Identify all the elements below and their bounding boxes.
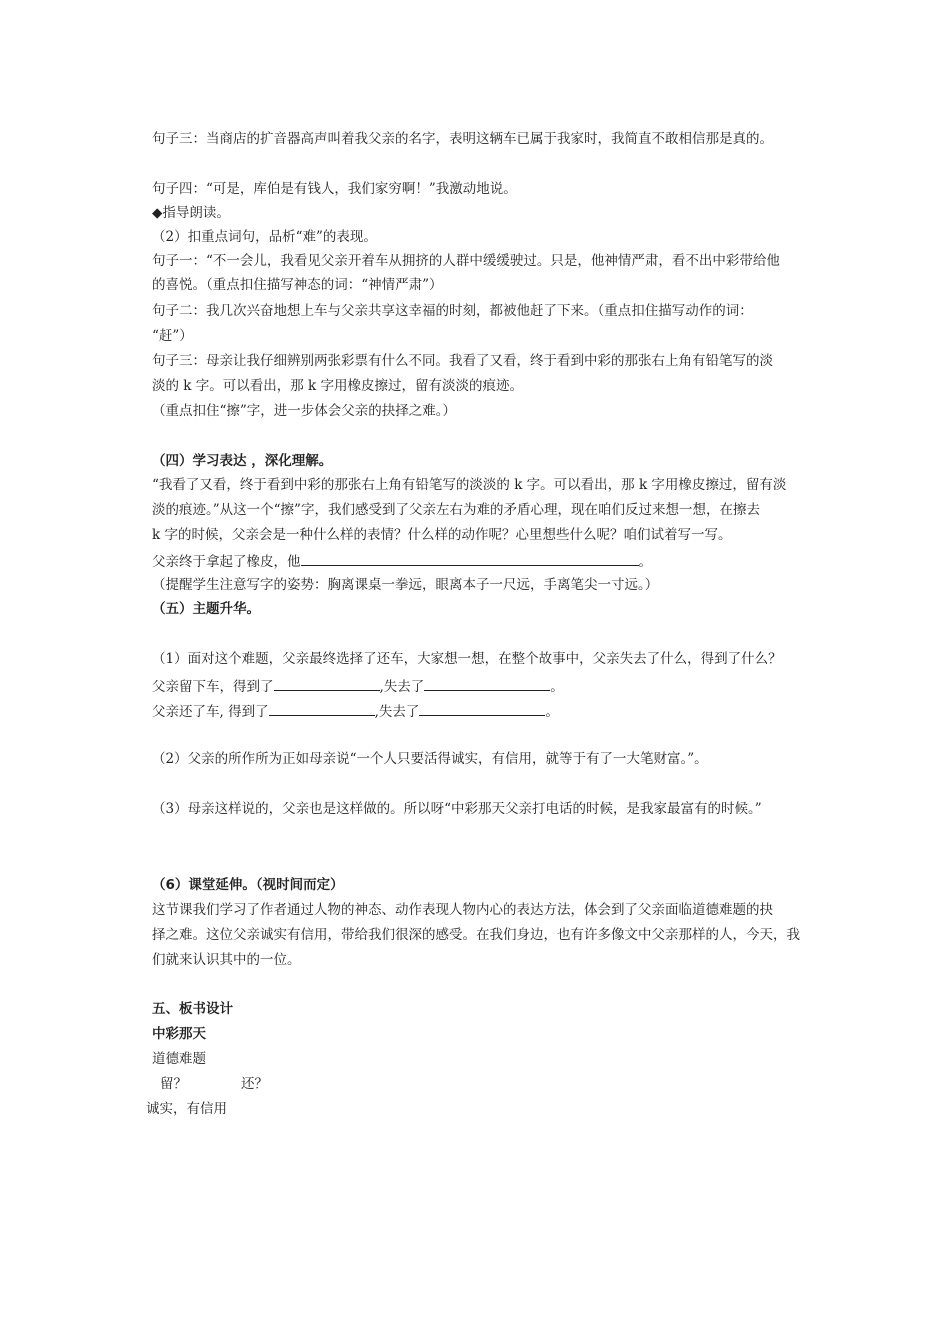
fill-blank[interactable]	[424, 676, 550, 691]
blackboard-heading: 五、板书设计	[152, 1001, 233, 1017]
p4-line3: k 字的时候，父亲会是一种什么样的表情？什么样的动作呢？心里想些什么呢？咱们试着写一写。	[152, 527, 732, 543]
blackboard-moral-dilemma: 道德难题	[152, 1051, 206, 1067]
question-1: （1）面对这个难题，父亲最终选择了还车，大家想一想，在整个故事中，父亲失去了什么，得到了什么？	[152, 651, 782, 667]
s3b-line2: 淡的 k 字。可以看出，那 k 字用橡皮擦过，留有淡淡的痕迹。	[152, 378, 524, 394]
blackboard-return: 还？	[241, 1076, 268, 1092]
question-2: （2）父亲的所作所为正如母亲说“一个人只要活得诚实，有信用，就等于有了一大笔财富。”。	[152, 751, 708, 767]
s1-line1: 句子一：“不一会儿，我看见父亲开着车从拥挤的人群中缓缓驶过。只是，他神情严肃，看不出中彩带给他	[152, 253, 780, 269]
return-car-line: 父亲还了车, 得到了 ,失去了 。	[152, 701, 559, 721]
p6-line1: 这节课我们学习了作者通过人物的神态、动作表现人物内心的表达方法，体会到了父亲面临道德难题的抉	[152, 902, 773, 918]
fill-blank[interactable]	[274, 676, 380, 691]
s3b-note: （重点扣住“擦”字，进一步体会父亲的抉择之难。）	[152, 403, 457, 419]
s2-line1: 句子二：我几次兴奋地想上车与父亲共享这幸福的时刻，都被他赶了下来。（重点扣住描写动作的词：	[152, 303, 753, 319]
section-heading-5: （五）主题升华。	[152, 601, 260, 617]
posture-reminder: （提醒学生注意写字的姿势：胸离课桌一拳远，眼离本子一尺远，手离笔尖一寸远。）	[152, 577, 659, 593]
s2-line2: “赶”）	[152, 328, 193, 344]
subheading-2: （2）扣重点词句，品析“难”的表现。	[152, 229, 377, 245]
blackboard-honesty: 诚实，有信用	[146, 1101, 227, 1117]
s3b-line1: 句子三：母亲让我仔细辨别两张彩票有什么不同。我看了又看，终于看到中彩的那张右上角有铅笔写的淡	[152, 353, 773, 369]
guided-reading: ◆指导朗读。	[152, 205, 230, 221]
father-eraser-line: 父亲终于拿起了橡皮，他 。	[152, 551, 652, 571]
fill-blank[interactable]	[301, 551, 639, 566]
p6-line2: 择之难。这位父亲诚实有信用，带给我们很深的感受。在我们身边，也有许多像文中父亲那样的人，今天，我	[152, 927, 800, 943]
p4-line1: “我看了又看，终于看到中彩的那张右上角有铅笔写的淡淡的 k 字。可以看出，那 k 字用橡皮擦过，留有淡	[152, 477, 787, 493]
blackboard-keep: 留？	[160, 1076, 187, 1092]
section-heading-4: （四）学习表达 ，深化理解。	[152, 453, 333, 469]
p6-line3: 们就来认识其中的一位。	[152, 952, 301, 968]
blackboard-title: 中彩那天	[152, 1026, 206, 1042]
p4-line2: 淡的痕迹。”从这一个“擦”字，我们感受到了父亲左右为难的矛盾心理，现在咱们反过来想一想，在擦去	[152, 502, 760, 518]
section-heading-6: （6）课堂延伸。（视时间而定）	[152, 877, 344, 893]
fill-blank[interactable]	[269, 701, 375, 716]
question-3: （3）母亲这样说的，父亲也是这样做的。所以呀“中彩那天父亲打电话的时候，是我家最富有的时候。”	[152, 801, 762, 817]
fill-blank[interactable]	[419, 701, 545, 716]
sentence-three: 句子三：当商店的扩音器高声叫着我父亲的名字，表明这辆车已属于我家时，我简直不敢相信那是真的。	[152, 131, 773, 147]
sentence-four: 句子四：“可是，库伯是有钱人，我们家穷啊！”我激动地说。	[152, 181, 517, 197]
keep-car-line: 父亲留下车，得到了 ,失去了 。	[152, 676, 564, 696]
s1-line2: 的喜悦。（重点扣住描写神态的词：“神情严肃”）	[152, 277, 443, 293]
